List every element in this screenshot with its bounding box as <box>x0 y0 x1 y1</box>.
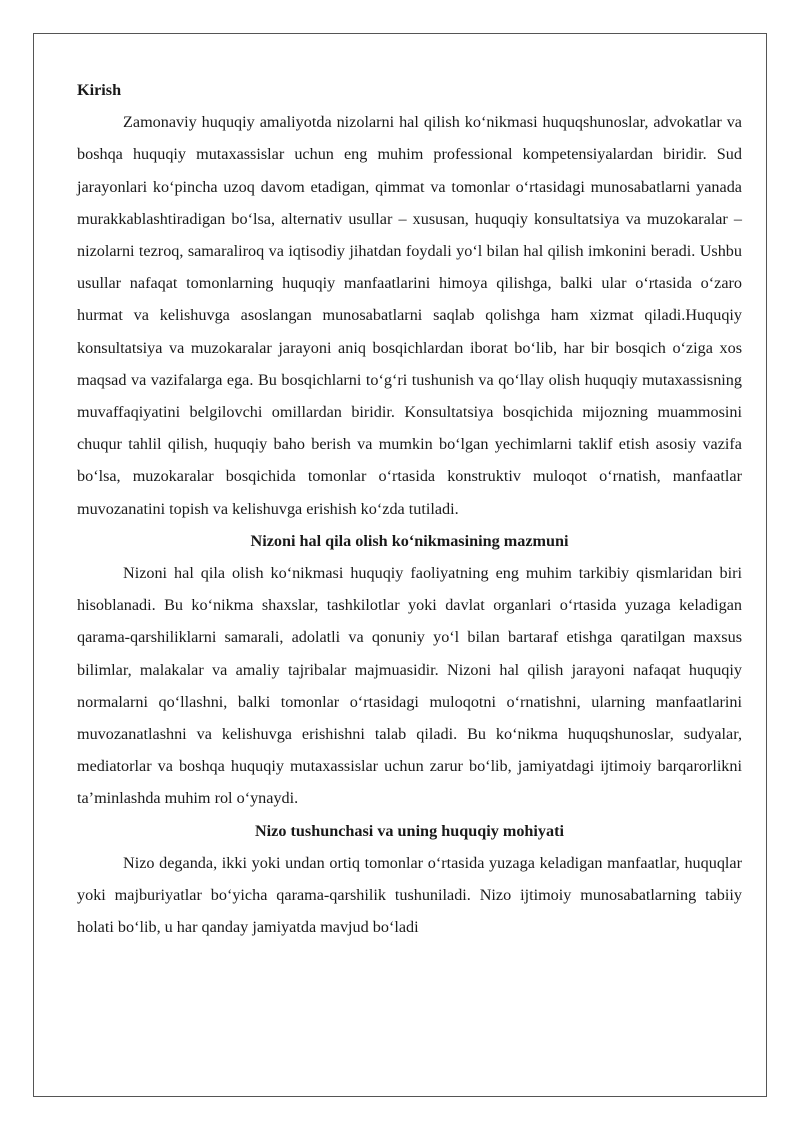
section1-heading: Nizoni hal qila olish ko‘nikmasining mazmuni <box>250 531 569 550</box>
intro-heading: Kirish <box>77 81 122 99</box>
section2-paragraph: Nizo deganda, ikki yoki undan ortiq tomonlar o‘rtasida yuzaga keladigan manfaatlar, huquqlar yoki majburiyatlar bo‘yicha qarama-qarshilik tushuniladi. Nizo ijtimoiy munosabatlarning tabiiy holati bo‘lib, u har qanday jamiyatda mavjud bo‘ladi <box>77 853 742 937</box>
document-body <box>77 74 742 943</box>
intro-paragraph: Zamonaviy huquqiy amaliyotda nizolarni hal qilish ko‘nikmasi huquqshunoslar, advokatlar va boshqa huquqiy mutaxassislar uchun eng muhim professional kompetensiyalardan biridir. Sud jarayonlari ko‘pincha uzoq davom etadigan, qimmat va tomonlar o‘rtasidagi munosabatlarni yanada murakkablashtiradigan bo‘lsa, alternativ usullar – xususan, huquqiy konsultatsiya va muzokaralar – nizolarni tezroq, samaraliroq va iqtisodiy jihatdan foydali yo‘l bilan hal qilish imkonini beradi. Ushbu usullar nafaqat tomonlarning huquqiy manfaatlarini himoya qilishga, balki ular o‘rtasida o‘zaro hurmat va kelishuvga asoslangan munosabatlarni saqlab qolishga ham xizmat qiladi.Huquqiy konsultatsiya va muzokaralar jarayoni aniq bosqichlardan iborat bo‘lib, har bir bosqich o‘ziga xos maqsad va vazifalarga ega. Bu bosqichlarni to‘g‘ri tushunish va qo‘llay olish huquqiy mutaxassisning muvaffaqiyatini belgilovchi omillardan biridir. Konsultatsiya bosqichida mijozning muammosini chuqur tahlil qilish, huquqiy baho berish va mumkin bo‘lgan yechimlarni taklif etish asosiy vazifa bo‘lsa, muzokaralar bosqichida tomonlar o‘rtasida konstruktiv muloqot o‘rnatish, manfaatlar muvozanatini topish va kelishuvga erishish ko‘zda tutiladi. <box>77 113 742 518</box>
section1-paragraph: Nizoni hal qila olish ko‘nikmasi huquqiy faoliyatning eng muhim tarkibiy qismlaridan biri hisoblanadi. Bu ko‘nikma shaxslar, tashkilotlar yoki davlat organlari o‘rtasida yuzaga keladigan qarama-qarshiliklarni samarali, adolatli va qonuniy yo‘l bilan bartaraf etishga qaratilgan maxsus bilimlar, malakalar va amaliy tajribalar majmuasidir. Nizoni hal qilish jarayoni nafaqat huquqiy normalarni qo‘llashni, balki tomonlar o‘rtasidagi muloqotni o‘rnatishni, ularning manfaatlarini muvozanatlashni va kelishuvga erishishni talab qiladi. Bu ko‘nikma huquqshunoslar, sudyalar, mediatorlar va boshqa huquqiy mutaxassislar uchun zarur bo‘lib, jamiyatdagi ijtimoiy barqarorlikni ta’minlashda muhim rol o‘ynaydi. <box>77 564 742 808</box>
section2-heading: Nizo tushunchasi va uning huquqiy mohiyati <box>254 821 565 840</box>
